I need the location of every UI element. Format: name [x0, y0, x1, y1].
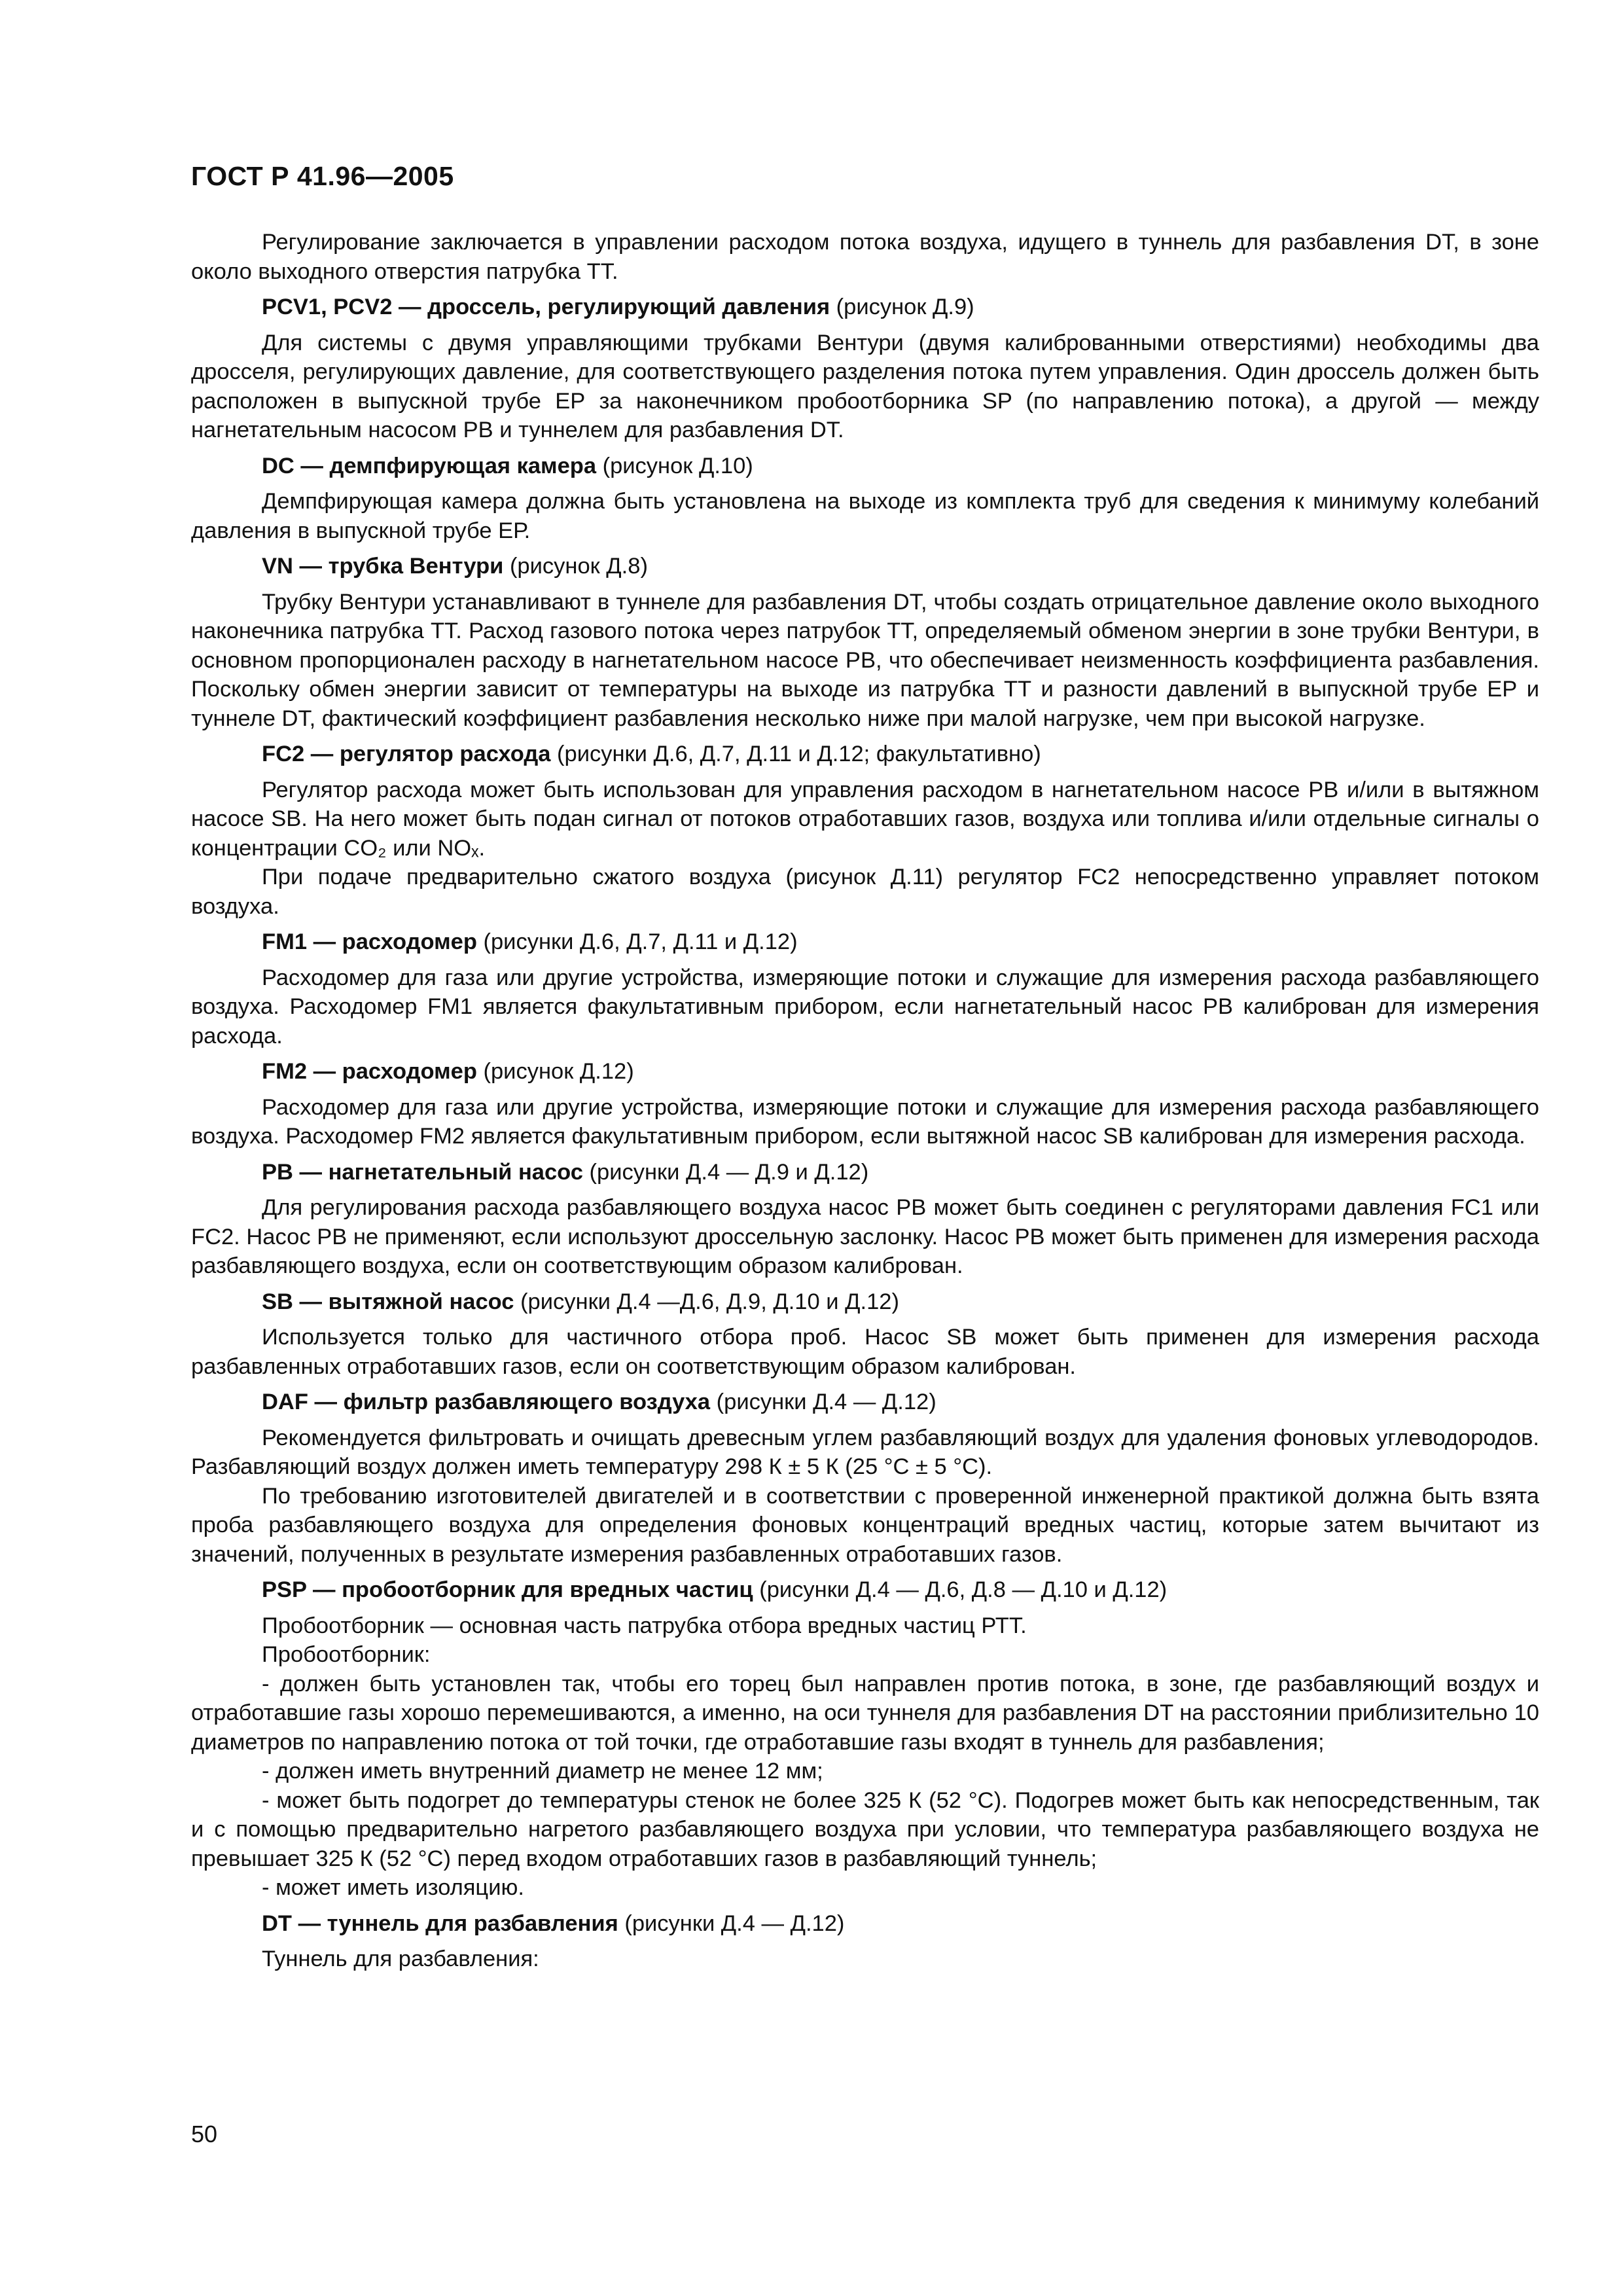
term-heading — [191, 1158, 1539, 1187]
term-name: FM1 — расходомер — [262, 929, 477, 954]
paragraph: Пробоотборник — основная часть патрубка отбора вредных частиц РТТ. — [262, 1613, 1027, 1638]
figure-ref: (рисунки Д.6, Д.7, Д.11 и Д.12) — [476, 929, 798, 954]
paragraph: Пробоотборник: — [262, 1642, 431, 1667]
term-heading — [191, 552, 1539, 581]
term-name: DT — туннель для разбавления — [262, 1910, 618, 1936]
paragraph: Расходомер для газа или другие устройства, измеряющие потоки и служащие для измерения расхода разбавляющего воздуха. Расходомер FM2 является факультативным прибором, если вытяжной насос SB калиброван для измерения расхода. — [191, 1094, 1539, 1149]
figure-ref: (рисунок Д.8) — [503, 554, 648, 579]
paragraph: Для регулирования расхода разбавляющего воздуха насос РВ может быть соединен с регуляторами давления FC1 или FC2. Насос РВ не применяют, если используют дроссельную заслонку. Насос РВ может быть применен для измерения расхода разбавляющего воздуха, если он соответствующим образом калиброван. — [191, 1195, 1539, 1278]
list-item: - должен быть установлен так, чтобы его торец был направлен против потока, в зоне, где разбавляющий воздух и отработавшие газы хорошо перемешиваются, а именно, на оси туннеля для разбавления DT на расстоянии приблизительно 10 диаметров по направлению потока от той точки, где отработавшие газы входят в туннель для разбавления; — [191, 1671, 1539, 1755]
figure-ref: (рисунок Д.10) — [596, 453, 753, 478]
paragraph: Рекомендуется фильтровать и очищать древесным углем разбавляющий воздух для удаления фоновых углеводородов. Разбавляющий воздух должен иметь температуру 298 К ± 5 К (25 °С ± 5 °С). — [191, 1425, 1539, 1479]
term-name: FC2 — регулятор расхода — [262, 742, 551, 766]
term-name: PB — нагнетательный насос — [262, 1159, 583, 1185]
term-name: VN — трубка Вентури — [262, 554, 504, 579]
paragraph: Регулирование заключается в управлении расходом потока воздуха, идущего в туннель для разбавления DT, в зоне около выходного отверстия патрубка ТТ. — [191, 230, 1539, 284]
figure-ref: (рисунки Д.6, Д.7, Д.11 и Д.12; факультативно) — [550, 742, 1041, 766]
list-item: - может иметь изоляцию. — [262, 1875, 524, 1900]
paragraph: По требованию изготовителей двигателей и в соответствии с проверенной инженерной практикой должна быть взята проба разбавляющего воздуха для определения фоновых концентраций вредных частиц, которые затем вычитают из значений, полученных в результате измерения разбавленных отработавших газов. — [191, 1483, 1539, 1567]
term-name: DC — демпфирующая камера — [262, 453, 597, 478]
term-heading — [191, 1057, 1539, 1086]
term-name: SB — вытяжной насос — [262, 1289, 514, 1314]
figure-ref: (рисунки Д.4 —Д.6, Д.9, Д.10 и Д.12) — [514, 1289, 899, 1314]
term-heading — [191, 1575, 1539, 1605]
term-heading — [191, 1388, 1539, 1417]
figure-ref: (рисунки Д.4 — Д.6, Д.8 — Д.10 и Д.12) — [753, 1577, 1168, 1602]
term-heading — [191, 927, 1539, 957]
figure-ref: (рисунки Д.4 — Д.12) — [710, 1390, 936, 1414]
document-body — [191, 228, 1539, 1974]
figure-ref: (рисунки Д.4 — Д.9 и Д.12) — [582, 1159, 869, 1185]
term-heading — [191, 1287, 1539, 1317]
list-item: - должен иметь внутренний диаметр не менее 12 мм; — [262, 1759, 823, 1784]
term-heading — [191, 293, 1539, 322]
paragraph: Регулятор расхода может быть использован для управления расходом в нагнетательном насосе РВ и/или в вытяжном насосе SB. На него может быть подан сигнал от потоков отработавших газов, воздуха или топлива и/или отдельные сигналы о концентрации CO₂ или NOₓ. — [191, 777, 1539, 861]
term-heading — [191, 740, 1539, 769]
paragraph: Используется только для частичного отбора проб. Насос SB может быть применен для измерения расхода разбавленных отработавших газов, если он соответствующим образом калиброван. — [191, 1325, 1539, 1379]
paragraph: Трубку Вентури устанавливают в туннеле для разбавления DT, чтобы создать отрицательное давление около выходного наконечника патрубка ТТ. Расход газового потока через патрубок ТТ, определяемый обменом энергии в зоне трубки Вентури, в основном пропорционален расходу в нагнетательном насосе РВ, что обеспечивает неизменность коэффициента разбавления. Поскольку обмен энергии зависит от температуры на выходе из патрубка ТТ и разности давлений в выпускной трубе ЕР и туннеле DT, фактический коэффициент разбавления несколько ниже при малой нагрузке, чем при высокой нагрузке. — [191, 589, 1539, 731]
paragraph: Расходомер для газа или другие устройства, измеряющие потоки и служащие для измерения расхода разбавляющего воздуха. Расходомер FM1 является факультативным прибором, если нагнетательный насос РВ калиброван для измерения расхода. — [191, 965, 1539, 1049]
term-heading — [191, 452, 1539, 481]
figure-ref: (рисунки Д.4 — Д.12) — [618, 1910, 845, 1936]
term-name: FM2 — расходомер — [262, 1059, 477, 1084]
paragraph: Туннель для разбавления: — [262, 1946, 539, 1971]
paragraph: Демпфирующая камера должна быть установлена на выходе из комплекта труб для сведения к минимуму колебаний давления в выпускной трубе ЕР. — [191, 489, 1539, 543]
page-header: ГОСТ Р 41.96—2005 — [191, 161, 454, 191]
figure-ref: (рисунок Д.9) — [830, 295, 974, 319]
figure-ref: (рисунок Д.12) — [476, 1059, 634, 1084]
paragraph: Для системы с двумя управляющими трубками Вентури (двумя калиброванными отверстиями) необходимы два дросселя, регулирующих давление, для соответствующего разделения потока путем управления. Один дроссель должен быть расположен в выпускной трубе ЕР за наконечником пробоотборника SP (по направлению потока), а другой — между нагнетательным насосом РВ и туннелем для разбавления DT. — [191, 330, 1539, 442]
list-item: - может быть подогрет до температуры стенок не более 325 К (52 °С). Подогрев может быть как непосредственным, так и с помощью предварительно нагретого разбавляющего воздуха при условии, что температура разбавляющего воздуха не превышает 325 К (52 °С) перед входом отработавших газов в разбавляющий туннель; — [191, 1787, 1539, 1871]
page-number: 50 — [191, 2121, 218, 2147]
term-name: PCV1, PCV2 — дроссель, регулирующий давления — [262, 295, 830, 319]
term-heading — [191, 1909, 1539, 1939]
term-name: DAF — фильтр разбавляющего воздуха — [262, 1390, 711, 1414]
paragraph: При подаче предварительно сжатого воздуха (рисунок Д.11) регулятор FC2 непосредственно управляет потоком воздуха. — [191, 865, 1539, 919]
term-name: PSP — пробоотборник для вредных частиц — [262, 1577, 753, 1602]
